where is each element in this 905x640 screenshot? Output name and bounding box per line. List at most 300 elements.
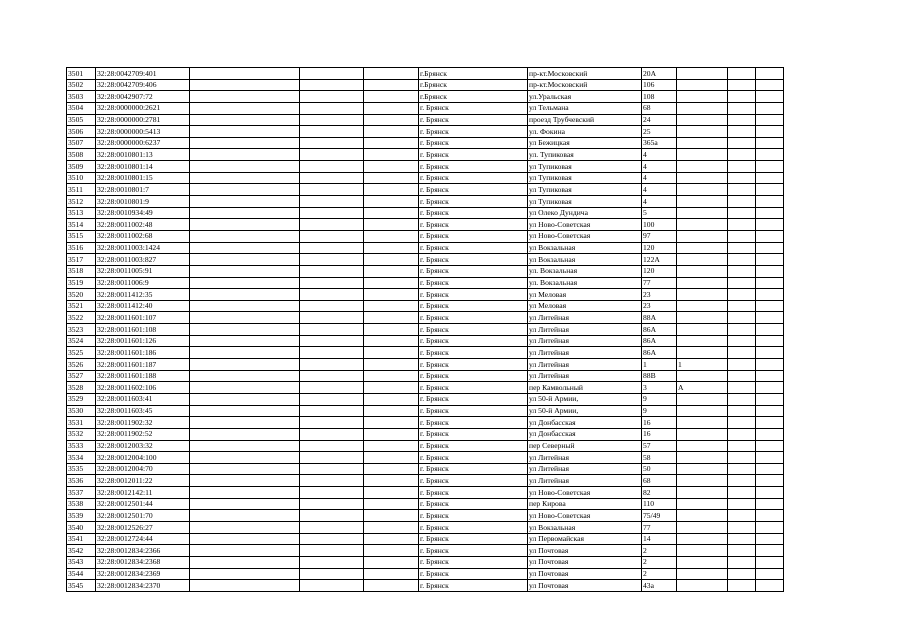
empty-cell bbox=[728, 184, 756, 196]
empty-cell bbox=[364, 370, 419, 382]
cadastral-number-cell: 32:28:0012004:70 bbox=[96, 463, 190, 475]
row-number-cell: 3501 bbox=[67, 68, 96, 80]
empty-cell bbox=[300, 114, 364, 126]
cadastral-number-cell: 32:28:0012011:22 bbox=[96, 475, 190, 487]
empty-cell bbox=[300, 137, 364, 149]
cadastral-number-cell: 32:28:0010801:15 bbox=[96, 172, 190, 184]
empty-cell bbox=[364, 277, 419, 289]
empty-cell bbox=[364, 533, 419, 545]
house-number-cell: 16 bbox=[642, 428, 677, 440]
empty-cell bbox=[728, 370, 756, 382]
empty-cell bbox=[364, 242, 419, 254]
empty-cell bbox=[190, 580, 300, 592]
empty-cell bbox=[300, 312, 364, 324]
table-row bbox=[67, 370, 784, 382]
cadastral-number-cell: 32:28:0011601:107 bbox=[96, 312, 190, 324]
row-number-cell: 3538 bbox=[67, 498, 96, 510]
house-number-cell: 4 bbox=[642, 161, 677, 173]
city-cell: г. Брянск bbox=[419, 545, 528, 557]
row-number-cell: 3530 bbox=[67, 405, 96, 417]
cadastral-number-cell: 32:28:0011601:187 bbox=[96, 359, 190, 371]
empty-cell bbox=[300, 219, 364, 231]
empty-cell bbox=[728, 463, 756, 475]
empty-cell bbox=[756, 452, 784, 464]
city-cell: г. Брянск bbox=[419, 405, 528, 417]
city-cell: г. Брянск bbox=[419, 498, 528, 510]
house-number-cell: 75/49 bbox=[642, 510, 677, 522]
empty-cell bbox=[728, 498, 756, 510]
empty-cell bbox=[756, 347, 784, 359]
empty-cell bbox=[728, 172, 756, 184]
empty-cell bbox=[364, 475, 419, 487]
cadastral-number-cell: 32:28:0042709:406 bbox=[96, 79, 190, 91]
empty-cell bbox=[300, 382, 364, 394]
table-row bbox=[67, 347, 784, 359]
street-cell: ул Почтовая bbox=[528, 568, 642, 580]
building-cell: А bbox=[677, 382, 728, 394]
building-cell bbox=[677, 475, 728, 487]
cadastral-number-cell: 32:28:0011601:108 bbox=[96, 324, 190, 336]
empty-cell bbox=[756, 568, 784, 580]
table-row bbox=[67, 556, 784, 568]
cadastral-number-cell: 32:28:0000000:2621 bbox=[96, 102, 190, 114]
street-cell: ул Ново-Советская bbox=[528, 230, 642, 242]
city-cell: г. Брянск bbox=[419, 556, 528, 568]
house-number-cell: 88А bbox=[642, 312, 677, 324]
empty-cell bbox=[756, 324, 784, 336]
cadastral-number-cell: 32:28:0010801:13 bbox=[96, 149, 190, 161]
empty-cell bbox=[190, 452, 300, 464]
cadastral-number-cell: 32:28:0012004:100 bbox=[96, 452, 190, 464]
street-cell: пер Камвольный bbox=[528, 382, 642, 394]
house-number-cell: 2 bbox=[642, 556, 677, 568]
empty-cell bbox=[756, 498, 784, 510]
street-cell: ул Ново-Советская bbox=[528, 487, 642, 499]
city-cell: г. Брянск bbox=[419, 289, 528, 301]
empty-cell bbox=[190, 300, 300, 312]
cadastral-number-cell: 32:28:0011902:32 bbox=[96, 417, 190, 429]
building-cell bbox=[677, 312, 728, 324]
empty-cell bbox=[190, 510, 300, 522]
empty-cell bbox=[728, 300, 756, 312]
empty-cell bbox=[756, 254, 784, 266]
empty-cell bbox=[756, 440, 784, 452]
empty-cell bbox=[756, 312, 784, 324]
table-row bbox=[67, 149, 784, 161]
building-cell bbox=[677, 91, 728, 103]
empty-cell bbox=[190, 219, 300, 231]
street-cell: ул Литейная bbox=[528, 452, 642, 464]
building-cell bbox=[677, 161, 728, 173]
empty-cell bbox=[728, 533, 756, 545]
house-number-cell: 110 bbox=[642, 498, 677, 510]
street-cell: ул Донбасская bbox=[528, 417, 642, 429]
empty-cell bbox=[728, 428, 756, 440]
house-number-cell: 86А bbox=[642, 335, 677, 347]
empty-cell bbox=[190, 475, 300, 487]
house-number-cell: 97 bbox=[642, 230, 677, 242]
house-number-cell: 365а bbox=[642, 137, 677, 149]
empty-cell bbox=[756, 242, 784, 254]
city-cell: г. Брянск bbox=[419, 265, 528, 277]
empty-cell bbox=[364, 114, 419, 126]
street-cell: ул Бежицкая bbox=[528, 137, 642, 149]
city-cell: г. Брянск bbox=[419, 382, 528, 394]
house-number-cell: 108 bbox=[642, 91, 677, 103]
empty-cell bbox=[364, 265, 419, 277]
empty-cell bbox=[364, 405, 419, 417]
empty-cell bbox=[756, 91, 784, 103]
row-number-cell: 3535 bbox=[67, 463, 96, 475]
empty-cell bbox=[364, 556, 419, 568]
cadastral-number-cell: 32:28:0011412:35 bbox=[96, 289, 190, 301]
table-row bbox=[67, 230, 784, 242]
empty-cell bbox=[756, 580, 784, 592]
row-number-cell: 3529 bbox=[67, 393, 96, 405]
house-number-cell: 77 bbox=[642, 521, 677, 533]
row-number-cell: 3523 bbox=[67, 324, 96, 336]
house-number-cell: 23 bbox=[642, 289, 677, 301]
building-cell bbox=[677, 393, 728, 405]
empty-cell bbox=[190, 207, 300, 219]
city-cell: г. Брянск bbox=[419, 172, 528, 184]
building-cell bbox=[677, 428, 728, 440]
house-number-cell: 50 bbox=[642, 463, 677, 475]
table-row bbox=[67, 172, 784, 184]
row-number-cell: 3515 bbox=[67, 230, 96, 242]
cadastral-number-cell: 32:28:0011601:126 bbox=[96, 335, 190, 347]
empty-cell bbox=[190, 521, 300, 533]
empty-cell bbox=[364, 289, 419, 301]
table-row bbox=[67, 475, 784, 487]
row-number-cell: 3524 bbox=[67, 335, 96, 347]
empty-cell bbox=[190, 265, 300, 277]
empty-cell bbox=[190, 324, 300, 336]
building-cell bbox=[677, 556, 728, 568]
house-number-cell: 5 bbox=[642, 207, 677, 219]
empty-cell bbox=[364, 207, 419, 219]
empty-cell bbox=[728, 510, 756, 522]
empty-cell bbox=[190, 428, 300, 440]
empty-cell bbox=[364, 440, 419, 452]
building-cell bbox=[677, 510, 728, 522]
street-cell: ул. Фокина bbox=[528, 126, 642, 138]
row-number-cell: 3507 bbox=[67, 137, 96, 149]
empty-cell bbox=[300, 521, 364, 533]
table-row bbox=[67, 242, 784, 254]
empty-cell bbox=[756, 382, 784, 394]
row-number-cell: 3531 bbox=[67, 417, 96, 429]
empty-cell bbox=[728, 68, 756, 80]
house-number-cell: 20А bbox=[642, 68, 677, 80]
building-cell bbox=[677, 219, 728, 231]
empty-cell bbox=[728, 487, 756, 499]
empty-cell bbox=[364, 312, 419, 324]
city-cell: г. Брянск bbox=[419, 300, 528, 312]
empty-cell bbox=[756, 521, 784, 533]
empty-cell bbox=[300, 405, 364, 417]
empty-cell bbox=[756, 300, 784, 312]
empty-cell bbox=[756, 207, 784, 219]
table-row bbox=[67, 219, 784, 231]
empty-cell bbox=[190, 242, 300, 254]
table-row bbox=[67, 312, 784, 324]
empty-cell bbox=[728, 230, 756, 242]
empty-cell bbox=[190, 126, 300, 138]
empty-cell bbox=[190, 184, 300, 196]
row-number-cell: 3527 bbox=[67, 370, 96, 382]
empty-cell bbox=[728, 149, 756, 161]
empty-cell bbox=[364, 510, 419, 522]
empty-cell bbox=[756, 161, 784, 173]
empty-cell bbox=[756, 126, 784, 138]
table-row bbox=[67, 417, 784, 429]
empty-cell bbox=[756, 289, 784, 301]
building-cell bbox=[677, 463, 728, 475]
table-row bbox=[67, 68, 784, 80]
empty-cell bbox=[728, 219, 756, 231]
empty-cell bbox=[300, 545, 364, 557]
empty-cell bbox=[364, 393, 419, 405]
city-cell: г. Брянск bbox=[419, 184, 528, 196]
house-number-cell: 9 bbox=[642, 393, 677, 405]
empty-cell bbox=[756, 393, 784, 405]
house-number-cell: 23 bbox=[642, 300, 677, 312]
empty-cell bbox=[728, 242, 756, 254]
empty-cell bbox=[300, 359, 364, 371]
empty-cell bbox=[756, 172, 784, 184]
empty-cell bbox=[190, 79, 300, 91]
row-number-cell: 3534 bbox=[67, 452, 96, 464]
cadastral-number-cell: 32:28:0000000:6237 bbox=[96, 137, 190, 149]
cadastral-number-cell: 32:28:0012834:2370 bbox=[96, 580, 190, 592]
cadastral-number-cell: 32:28:0010801:14 bbox=[96, 161, 190, 173]
building-cell bbox=[677, 533, 728, 545]
empty-cell bbox=[300, 335, 364, 347]
table-row bbox=[67, 300, 784, 312]
cadastral-number-cell: 32:28:0042907:72 bbox=[96, 91, 190, 103]
empty-cell bbox=[756, 487, 784, 499]
city-cell: г. Брянск bbox=[419, 149, 528, 161]
house-number-cell: 58 bbox=[642, 452, 677, 464]
empty-cell bbox=[190, 312, 300, 324]
empty-cell bbox=[756, 114, 784, 126]
empty-cell bbox=[728, 405, 756, 417]
street-cell: ул Тупиковая bbox=[528, 184, 642, 196]
city-cell: г. Брянск bbox=[419, 312, 528, 324]
row-number-cell: 3533 bbox=[67, 440, 96, 452]
table-row bbox=[67, 393, 784, 405]
building-cell bbox=[677, 242, 728, 254]
empty-cell bbox=[300, 172, 364, 184]
building-cell bbox=[677, 300, 728, 312]
empty-cell bbox=[756, 137, 784, 149]
empty-cell bbox=[300, 428, 364, 440]
street-cell: пр-кт.Московский bbox=[528, 68, 642, 80]
empty-cell bbox=[756, 102, 784, 114]
cadastral-number-cell: 32:28:0012834:2368 bbox=[96, 556, 190, 568]
table-row bbox=[67, 359, 784, 371]
empty-cell bbox=[300, 487, 364, 499]
empty-cell bbox=[190, 172, 300, 184]
empty-cell bbox=[190, 533, 300, 545]
empty-cell bbox=[728, 568, 756, 580]
street-cell: пер Северный bbox=[528, 440, 642, 452]
empty-cell bbox=[300, 242, 364, 254]
house-number-cell: 14 bbox=[642, 533, 677, 545]
building-cell bbox=[677, 254, 728, 266]
empty-cell bbox=[728, 335, 756, 347]
table-row bbox=[67, 533, 784, 545]
empty-cell bbox=[364, 428, 419, 440]
empty-cell bbox=[756, 417, 784, 429]
cadastral-number-cell: 32:28:0011002:68 bbox=[96, 230, 190, 242]
table-row bbox=[67, 324, 784, 336]
building-cell bbox=[677, 521, 728, 533]
house-number-cell: 43а bbox=[642, 580, 677, 592]
empty-cell bbox=[756, 230, 784, 242]
empty-cell bbox=[300, 102, 364, 114]
empty-cell bbox=[728, 277, 756, 289]
city-cell: г. Брянск bbox=[419, 487, 528, 499]
empty-cell bbox=[728, 137, 756, 149]
row-number-cell: 3514 bbox=[67, 219, 96, 231]
street-cell: ул Донбасская bbox=[528, 428, 642, 440]
street-cell: ул Меловая bbox=[528, 289, 642, 301]
empty-cell bbox=[756, 463, 784, 475]
city-cell: г. Брянск bbox=[419, 196, 528, 208]
row-number-cell: 3544 bbox=[67, 568, 96, 580]
empty-cell bbox=[190, 498, 300, 510]
empty-cell bbox=[728, 196, 756, 208]
empty-cell bbox=[300, 230, 364, 242]
empty-cell bbox=[364, 184, 419, 196]
street-cell: ул Почтовая bbox=[528, 556, 642, 568]
empty-cell bbox=[756, 196, 784, 208]
house-number-cell: 3 bbox=[642, 382, 677, 394]
table-row bbox=[67, 254, 784, 266]
empty-cell bbox=[364, 149, 419, 161]
building-cell bbox=[677, 102, 728, 114]
empty-cell bbox=[300, 440, 364, 452]
cadastral-number-cell: 32:28:0012834:2366 bbox=[96, 545, 190, 557]
row-number-cell: 3537 bbox=[67, 487, 96, 499]
row-number-cell: 3502 bbox=[67, 79, 96, 91]
empty-cell bbox=[190, 91, 300, 103]
empty-cell bbox=[364, 545, 419, 557]
empty-cell bbox=[300, 265, 364, 277]
city-cell: г. Брянск bbox=[419, 126, 528, 138]
empty-cell bbox=[190, 556, 300, 568]
row-number-cell: 3517 bbox=[67, 254, 96, 266]
building-cell bbox=[677, 580, 728, 592]
row-number-cell: 3504 bbox=[67, 102, 96, 114]
registry-body bbox=[67, 68, 784, 592]
city-cell: г. Брянск bbox=[419, 137, 528, 149]
house-number-cell: 82 bbox=[642, 487, 677, 499]
house-number-cell: 120 bbox=[642, 265, 677, 277]
row-number-cell: 3519 bbox=[67, 277, 96, 289]
house-number-cell: 4 bbox=[642, 184, 677, 196]
empty-cell bbox=[728, 393, 756, 405]
empty-cell bbox=[190, 335, 300, 347]
cadastral-number-cell: 32:28:0011412:40 bbox=[96, 300, 190, 312]
cadastral-number-cell: 32:28:0011601:188 bbox=[96, 370, 190, 382]
empty-cell bbox=[756, 533, 784, 545]
empty-cell bbox=[728, 102, 756, 114]
empty-cell bbox=[300, 161, 364, 173]
empty-cell bbox=[190, 440, 300, 452]
city-cell: г. Брянск bbox=[419, 347, 528, 359]
house-number-cell: 2 bbox=[642, 568, 677, 580]
street-cell: ул Почтовая bbox=[528, 545, 642, 557]
empty-cell bbox=[364, 219, 419, 231]
building-cell bbox=[677, 184, 728, 196]
city-cell: г. Брянск bbox=[419, 475, 528, 487]
empty-cell bbox=[190, 137, 300, 149]
empty-cell bbox=[300, 393, 364, 405]
cadastral-number-cell: 32:28:0011006:9 bbox=[96, 277, 190, 289]
empty-cell bbox=[364, 91, 419, 103]
cadastral-number-cell: 32:28:0000000:2781 bbox=[96, 114, 190, 126]
house-number-cell: 122А bbox=[642, 254, 677, 266]
city-cell: г. Брянск bbox=[419, 568, 528, 580]
empty-cell bbox=[364, 137, 419, 149]
table-row bbox=[67, 580, 784, 592]
empty-cell bbox=[190, 393, 300, 405]
house-number-cell: 1 bbox=[642, 359, 677, 371]
building-cell: 1 bbox=[677, 359, 728, 371]
empty-cell bbox=[728, 556, 756, 568]
house-number-cell: 25 bbox=[642, 126, 677, 138]
table-row bbox=[67, 91, 784, 103]
empty-cell bbox=[300, 196, 364, 208]
empty-cell bbox=[728, 324, 756, 336]
building-cell bbox=[677, 126, 728, 138]
empty-cell bbox=[728, 289, 756, 301]
empty-cell bbox=[364, 580, 419, 592]
cadastral-number-cell: 32:28:0011603:41 bbox=[96, 393, 190, 405]
empty-cell bbox=[364, 382, 419, 394]
row-number-cell: 3513 bbox=[67, 207, 96, 219]
row-number-cell: 3522 bbox=[67, 312, 96, 324]
street-cell: ул Олеко Дундича bbox=[528, 207, 642, 219]
row-number-cell: 3536 bbox=[67, 475, 96, 487]
house-number-cell: 4 bbox=[642, 149, 677, 161]
cadastral-number-cell: 32:28:0010801:7 bbox=[96, 184, 190, 196]
street-cell: проезд Трубчевский bbox=[528, 114, 642, 126]
cadastral-number-cell: 32:28:0012003:32 bbox=[96, 440, 190, 452]
building-cell bbox=[677, 172, 728, 184]
empty-cell bbox=[300, 510, 364, 522]
empty-cell bbox=[300, 184, 364, 196]
table-row bbox=[67, 440, 784, 452]
cadastral-number-cell: 32:28:0011005:91 bbox=[96, 265, 190, 277]
street-cell: ул Первомайская bbox=[528, 533, 642, 545]
table-row bbox=[67, 382, 784, 394]
house-number-cell: 24 bbox=[642, 114, 677, 126]
empty-cell bbox=[756, 510, 784, 522]
empty-cell bbox=[756, 184, 784, 196]
row-number-cell: 3521 bbox=[67, 300, 96, 312]
street-cell: пер Кирова bbox=[528, 498, 642, 510]
row-number-cell: 3509 bbox=[67, 161, 96, 173]
building-cell bbox=[677, 452, 728, 464]
building-cell bbox=[677, 265, 728, 277]
row-number-cell: 3545 bbox=[67, 580, 96, 592]
empty-cell bbox=[190, 68, 300, 80]
empty-cell bbox=[190, 417, 300, 429]
